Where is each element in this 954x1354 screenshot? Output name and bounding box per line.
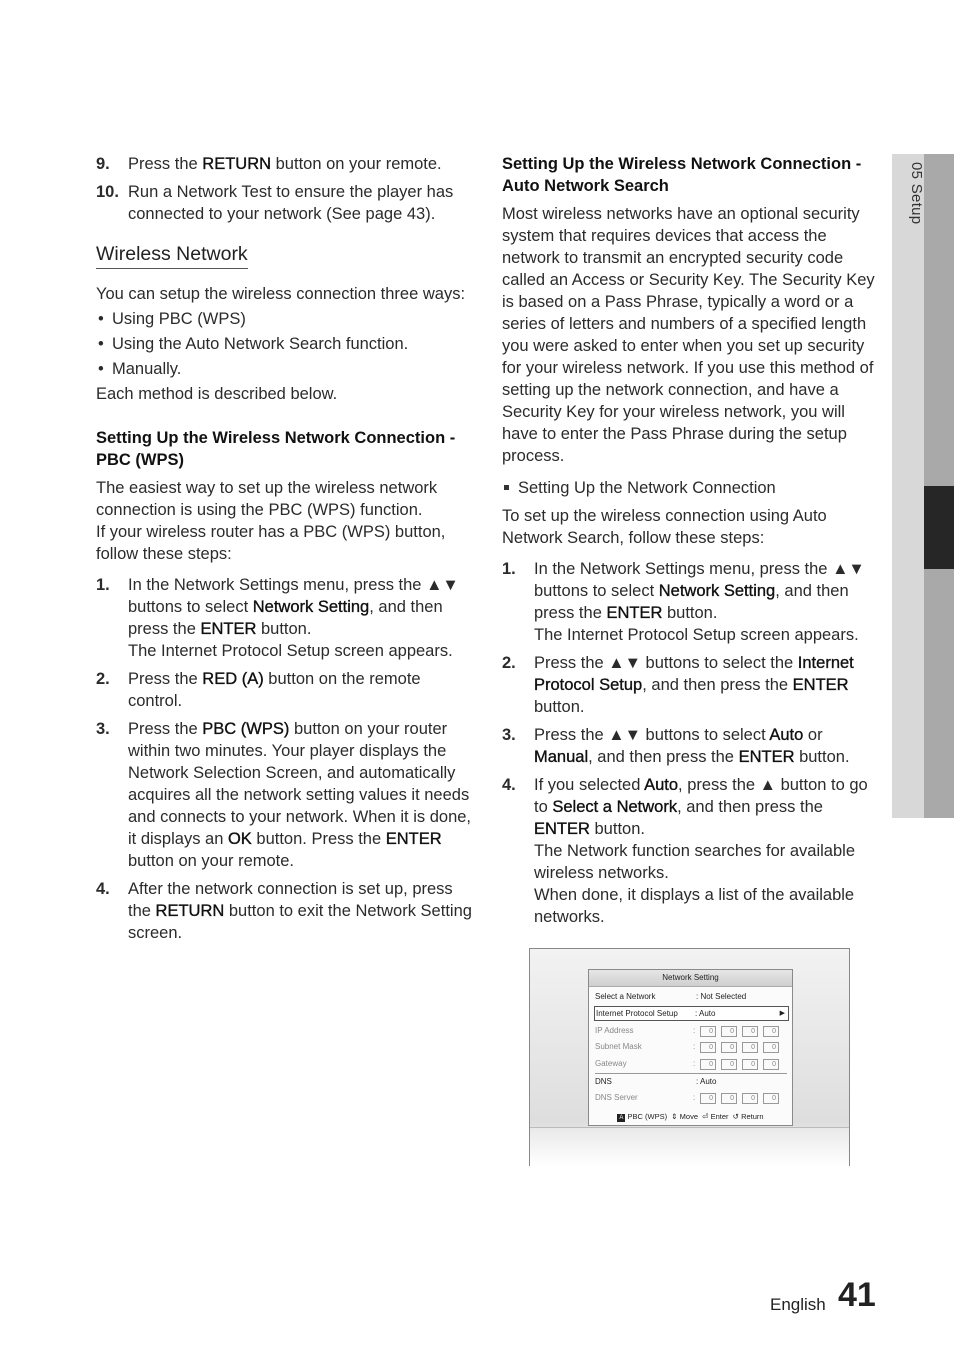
page-number: 41 [838,1276,876,1314]
arrow-right-icon: ▶ [779,1010,785,1017]
gateway-row: Gateway : 0 0 0 0 [595,1057,787,1071]
auto-intro: To set up the wireless connection using Auto Network Search, follow these steps: [502,507,827,547]
section-title: Wireless Network [96,243,248,269]
auto-step-4: 4. If you selected Auto, press the ▲ button to go to Select a Network, and then press the ENTER button. The Network function searches for available wireless networks. When done, it displays a list of the available networks. [502,776,868,926]
auto-heading: Setting Up the Wireless Network Connection - Auto Network Search [502,155,862,195]
side-tab-strip-lower [924,569,954,818]
pbc-paragraph-2: If your wireless router has a PBC (WPS) button, follow these steps: [96,523,446,563]
select-network-row[interactable]: Select a Network : Not Selected [595,992,747,1001]
list-item: • Using PBC (WPS) [96,308,474,330]
ip-address-row: IP Address : 0 0 0 0 [595,1024,787,1038]
network-setting-screenshot [529,948,850,1166]
red-a-key-icon: A [619,1115,624,1121]
side-tab-strip [924,154,954,486]
subnet-mask-row: Subnet Mask : 0 0 0 0 [595,1040,787,1054]
auto-step-3: 3. Press the ▲▼ buttons to select Auto or Manual, and then press the ENTER button. [502,726,850,766]
list-item: • Using the Auto Network Search function. [96,333,474,355]
move-icon: ⇕ [671,1112,678,1121]
dns-server-row: DNS Server : 0 0 0 0 [595,1091,787,1105]
intro-text: You can setup the wireless connection three ways: [96,285,466,303]
network-setting-dialog [588,969,793,1126]
dialog-title: Network Setting [589,970,792,987]
list-item: • Manually. [96,358,474,380]
ip-setup-row[interactable]: Internet Protocol Setup : Auto ▶ [594,1006,789,1021]
step-number: 9. [96,155,110,173]
step-1: 1. In the Network Settings menu, press the ▲▼ buttons to select Network Setting, and then press the ENTER button. The Internet Protocol Setup screen appears. [96,576,459,660]
side-tab-marker [924,486,954,569]
screenshot-band [530,1127,849,1166]
each-text: Each method is described below. [96,385,338,403]
auto-step-2: 2. Press the ▲▼ buttons to select the Internet Protocol Setup, and then press the ENTER button. [502,654,854,716]
security-paragraph: Most wireless networks have an optional security system that requires devices that access the network to transmit an encrypted security code called an Access or Security Key. The Security Key is based on a Pass Phrase, typically a word or a series of letters and numbers of a specified length you were asked to enter when you set up security for your wireless network. If you use this method of setting up the network connection, and have a Security Key for your wireless network, you will have to enter the Pass Phrase during the setup process. [502,205,875,465]
pbc-paragraph: The easiest way to set up the wireless network connection is using the PBC (WPS) function. [96,479,438,519]
enter-icon: ⏎ [702,1112,709,1121]
pbc-heading: Setting Up the Wireless Network Connection - PBC (WPS) [96,429,456,469]
step-3: 3. Press the PBC (WPS) button on your router within two minutes. Your player displays the Network Selection Screen, and automatically acquires all the network setting values it needs and connects to your network. When it is done, it displays an OK button. Press the ENTER button on your remote. [96,720,472,870]
return-icon: ↺ [732,1112,739,1121]
step-10: 10. Run a Network Test to ensure the player has connected to your network (See page 43). [96,183,454,223]
footer-language: English [770,1295,826,1314]
step-number: 10. [96,183,119,201]
dialog-footer: A PBC (WPS) ⇕ Move ⏎ Enter ↺ Return [619,1112,764,1121]
chapter-label: 05 Setup [908,162,925,225]
step-4: 4. After the network connection is set up, press the RETURN button to exit the Network Setting screen. [96,880,472,942]
step-9: 9. Press the RETURN button on your remote. [96,155,442,173]
left-column [96,153,474,950]
sub-heading: Setting Up the Network Connection [502,477,880,499]
divider [595,1073,787,1074]
right-column [502,153,880,934]
dns-row[interactable]: DNS : Auto [595,1077,717,1086]
auto-step-1: 1. In the Network Settings menu, press the ▲▼ buttons to select Network Setting, and then press the ENTER button. The Internet Protocol Setup screen appears. [502,560,865,644]
step-2: 2. Press the RED (A) button on the remote control. [96,670,421,710]
